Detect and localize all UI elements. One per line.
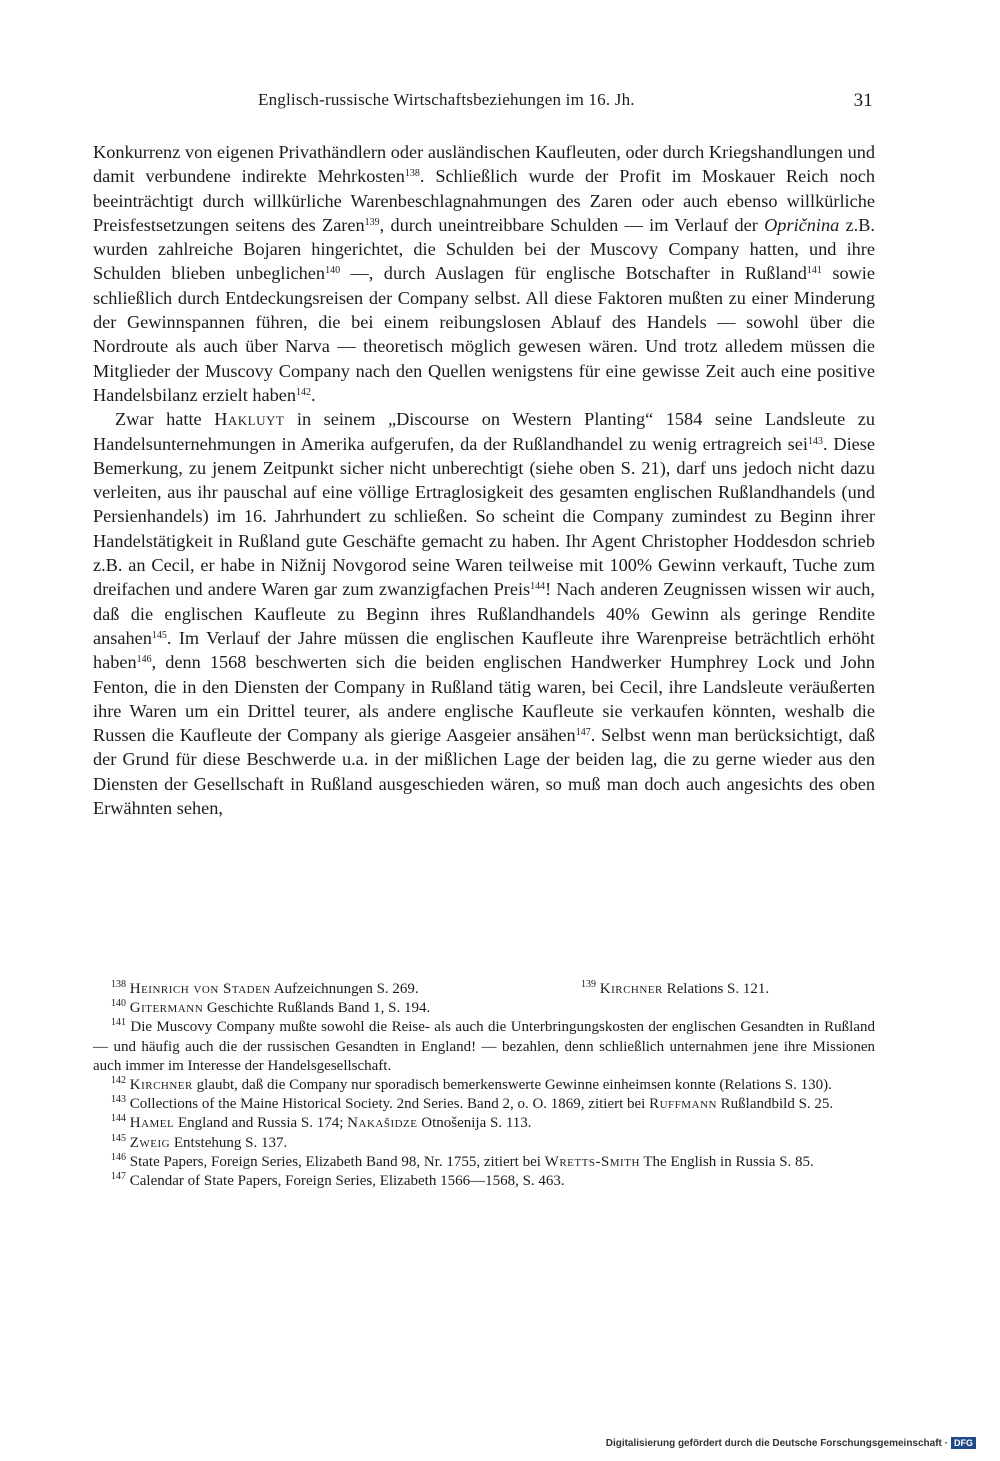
text-run: . Schließlich wurde der Profit im Moskauer Reich noch beeinträchtigt durch willkürliche Warenbeschlagnahmungen des Zaren oder auch ebenso willkürliche Preisfestsetzungen seitens des Zaren <box>93 166 875 235</box>
footnote-ref-141[interactable]: 141 <box>806 265 822 277</box>
footnote-ref-147[interactable]: 147 <box>575 727 591 739</box>
footnote-ref-143[interactable]: 143 <box>807 435 823 447</box>
footnote-text: Calendar of State Papers, Foreign Series, Elizabeth 1566—1568, S. 463. <box>126 1173 565 1190</box>
footnote-141 <box>93 1018 875 1076</box>
text-run: . <box>311 384 316 405</box>
footnote-147 <box>93 1172 875 1191</box>
author-name: Nakašidze <box>347 1115 418 1132</box>
footnote-146 <box>93 1153 875 1172</box>
footnote-139 <box>563 980 769 999</box>
footnote-ref-145[interactable]: 145 <box>151 629 167 641</box>
running-title: Englisch-russische Wirtschaftsbeziehungen im 16. Jh. <box>258 90 635 109</box>
author-name: Kirchner <box>129 1077 193 1094</box>
paragraph-2 <box>93 407 875 820</box>
text-run: Zwar hatte <box>115 409 215 430</box>
author-name: Hakluyt <box>214 409 285 430</box>
footnote-145 <box>93 1134 875 1153</box>
footnote-text: Collections of the Maine Historical Society. 2nd Series. Band 2, o. O. 1869, zitiert bei <box>126 1096 650 1113</box>
body-text <box>93 140 875 820</box>
italic-term: Opričnina <box>764 214 840 235</box>
text-run: sowie schließlich durch Entdeckungsreisen der Company selbst. All diese Faktoren mußten zu einer Minderung der Gewinnspannen führen, die bei einem reibungslosen Ablauf des Handels — sowohl über die Nordroute als auch über Narva — theoretisch möglich gewesen wären. Und trotz alledem müssen die Mitglieder der Muscovy Company nach den Quellen wenigstens für eine gewisse Zeit auch eine positive Handelsbilanz erzielt haben <box>93 263 875 405</box>
dfg-logo-icon[interactable]: DFG <box>951 1437 976 1449</box>
paragraph-1 <box>93 140 875 407</box>
footnote-row-138-139 <box>93 980 875 999</box>
author-name: Gitermann <box>129 1000 204 1017</box>
footnotes <box>93 980 875 1191</box>
page-number: 31 <box>853 90 873 111</box>
footnote-text: Relations S. 121. <box>662 981 770 997</box>
footnote-ref-140[interactable]: 140 <box>325 265 341 277</box>
footnote-ref-139[interactable]: 139 <box>364 216 380 228</box>
footnote-text: Otnošenija S. 113. <box>417 1115 532 1132</box>
footnote-number: 144 <box>111 1113 126 1125</box>
author-name: Ruffmann <box>649 1096 717 1113</box>
text-run: . Diese Bemerkung, zu jenem Zeitpunkt sicher nicht unberechtigt (siehe oben S. 21), darf uns jedoch nicht dazu verleiten, aus ihr pauschal auf eine völlige Ertraglosigkeit des gesamten englischen Rußlandhandels (und Persienhandels) im 16. Jahrhundert zu schließen. So scheint die Company zumindest zu Beginn ihrer Handelstätigkeit in Rußland gute Geschäfte gemacht zu haben. Ihr Agent Christopher Hoddesdon schrieb z.B. an Cecil, er habe in Nižnij Novgorod seine Waren teilweise mit 100% Gewinn verkauft, Tuche zum dreifachen und andere Waren gar zum zwanzigfachen Preis <box>93 433 876 600</box>
footnote-140 <box>93 999 875 1018</box>
footnote-143 <box>93 1095 875 1114</box>
footnote-ref-138[interactable]: 138 <box>404 168 420 180</box>
text-run: z.B. wurden zahlreiche Bojaren hingerichtet, die Schulden bei der Muscovy Company hatten, und ihre Schulden blieben unbeglichen <box>93 214 875 284</box>
author-name: Wretts-Smith <box>544 1153 640 1170</box>
footnote-142 <box>93 1076 875 1095</box>
footnote-138 <box>93 980 563 999</box>
footnote-text: State Papers, Foreign Series, Elizabeth Band 98, Nr. 1755, zitiert bei <box>126 1153 545 1170</box>
footnote-text: Entstehung S. 137. <box>170 1134 288 1151</box>
author-name: Kirchner <box>599 981 663 997</box>
text-run: . Im Verlauf der Jahre müssen die englischen Kaufleute ihre Warenpreise beträchtlich erhöht haben <box>93 627 875 673</box>
text-run: ! Nach anderen Zeugnissen wissen wir auch, daß die englischen Kaufleute zu Beginn ihres Rußlandhandels 40% Gewinn als geringe Rendite ansahen <box>93 579 876 648</box>
text-run: Konkurrenz von eigenen Privathändlern oder ausländischen Kaufleuten, oder durch Kriegshandlungen und damit verbundene indirekte Mehrkosten <box>93 142 875 187</box>
digitization-credit <box>606 1437 976 1449</box>
footnote-text: Rußlandbild S. 25. <box>716 1096 834 1113</box>
footnote-text: Geschichte Rußlands Band 1, S. 194. <box>203 1000 431 1017</box>
text-run: , durch uneintreibbare Schulden — im Verlauf der <box>379 214 765 235</box>
footnote-ref-146[interactable]: 146 <box>136 654 152 666</box>
author-name: Zweig <box>129 1134 171 1151</box>
footnote-text: Die Muscovy Company mußte sowohl die Reise- als auch die Unterbringungskosten der englischen Gesandten in Rußland — und häufig auch die der russischen Gesandten in England! — bezahlen, denn schließlich unternahmen jene ihre Missionen auch immer im Interesse der Handelsgesellschaft. <box>93 1019 875 1074</box>
author-name: Hamel <box>129 1115 175 1132</box>
footnote-number: 147 <box>111 1171 126 1183</box>
text-run: , denn 1568 beschwerten sich die beiden englischen Handwerker Humphrey Lock und John Fenton, die in den Diensten der Company in Rußland tätig waren, bei Cecil, ihre Landsleute veräußerten ihre Waren um ein Drittel teurer, als andere englische Kaufleute sie verkaufen könnten, weshalb die Russen die Kaufleute der Company als gierige Aasgeier ansähen <box>93 652 875 746</box>
footnote-number: 140 <box>111 998 126 1010</box>
footnote-number: 142 <box>111 1075 126 1087</box>
credit-text: Digitalisierung gefördert durch die Deutsche Forschungsgemeinschaft · <box>605 1437 948 1449</box>
footnote-number: 138 <box>111 979 126 990</box>
footnote-144 <box>93 1114 875 1133</box>
footnote-text: Aufzeichnungen S. 269. <box>270 981 419 997</box>
author-name: Heinrich von Staden <box>129 981 271 997</box>
footnote-number: 139 <box>581 979 596 990</box>
footnote-text: The English in Russia S. 85. <box>639 1153 814 1170</box>
footnote-text: England and Russia S. 174; <box>174 1115 348 1132</box>
text-run: in seinem „Discourse on Western Planting“ 1584 seine Landsleute zu Handelsunternehmungen in Amerika aufgerufen, da der Rußlandhandel zu wenig ertragreich sei <box>93 409 875 454</box>
footnote-ref-144[interactable]: 144 <box>530 581 546 593</box>
footnote-ref-142[interactable]: 142 <box>296 386 312 398</box>
footnote-text: glaubt, daß die Company nur sporadisch bemerkenswerte Gewinne einheimsen konnte (Relations S. 130). <box>192 1077 832 1094</box>
footnote-number: 146 <box>111 1151 126 1163</box>
text-run: —, durch Auslagen für englische Botschafter in Rußland <box>340 263 807 284</box>
footnote-number: 141 <box>111 1017 126 1029</box>
footnote-number: 145 <box>111 1132 126 1144</box>
footnote-number: 143 <box>111 1094 126 1106</box>
text-run: . Selbst wenn man berücksichtigt, daß der Grund für diese Beschwerde u.a. in der mißlichen Lage der beiden lag, die zu gerne wieder aus den Diensten der Gesellschaft in Rußland ausgeschieden wären, so muß man doch auch angesichts des oben Erwähnten sehen, <box>93 725 876 819</box>
